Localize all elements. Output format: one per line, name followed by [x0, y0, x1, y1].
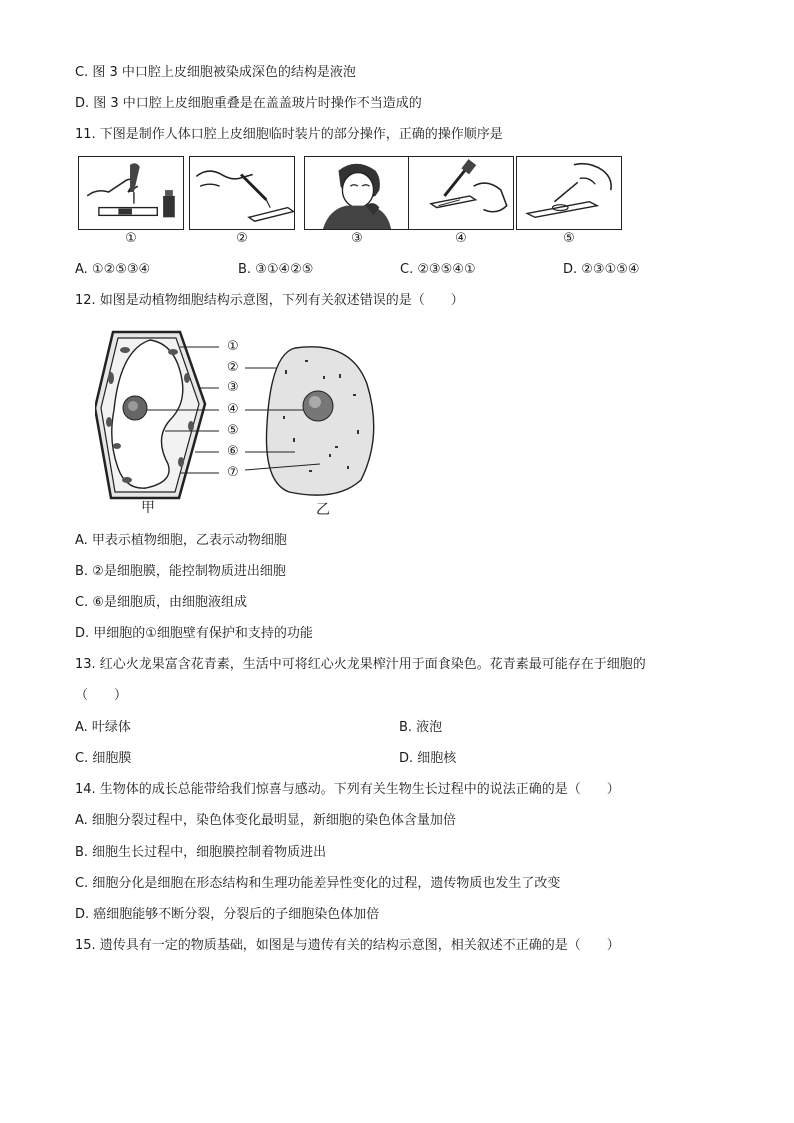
step-5-label: ⑤: [563, 231, 575, 246]
step-4-label: ④: [455, 231, 467, 246]
cell-label-3: ③: [227, 380, 239, 395]
q14-option-b[interactable]: B. 细胞生长过程中，细胞膜控制着物质进出: [75, 845, 327, 860]
q11-operation-images: [78, 156, 628, 246]
q13-option-b[interactable]: B. 液泡: [399, 720, 443, 735]
cell-label-5: ⑤: [227, 423, 239, 438]
q11-option-d[interactable]: D. ②③①⑤④: [563, 262, 640, 277]
q12-option-d[interactable]: D. 甲细胞的①细胞壁有保护和支持的功能: [75, 626, 313, 641]
cell-label-4: ④: [227, 402, 239, 417]
step-2-label: ②: [236, 231, 248, 246]
q10-option-d: D. 图 3 中口腔上皮细胞重叠是在盖盖玻片时操作不当造成的: [75, 96, 422, 111]
step-4-coverslip-image: [408, 156, 514, 230]
q11-option-a[interactable]: A. ①②⑤③④: [75, 262, 151, 277]
step-1-label: ①: [125, 231, 137, 246]
q10-option-c: C. 图 3 中口腔上皮细胞被染成深色的结构是液泡: [75, 65, 356, 80]
plant-cell-name: 甲: [141, 500, 155, 516]
q13-paren: （ ）: [75, 688, 128, 703]
step-5-needle-image: [516, 156, 622, 230]
cell-label-1: ①: [227, 339, 239, 354]
cell-label-2: ②: [227, 360, 239, 375]
step-1-stain-image: [78, 156, 184, 230]
q12-option-b[interactable]: B. ②是细胞膜，能控制物质进出细胞: [75, 564, 286, 579]
q14-option-d[interactable]: D. 癌细胞能够不断分裂，分裂后的子细胞染色体加倍: [75, 907, 380, 922]
q13-option-d[interactable]: D. 细胞核: [399, 751, 457, 766]
q14-option-a[interactable]: A. 细胞分裂过程中，染色体变化最明显，新细胞的染色体含量加倍: [75, 813, 456, 828]
q12-stem: 12. 如图是动植物细胞结构示意图，下列有关叙述错误的是（ ）: [75, 293, 464, 308]
cell-label-6: ⑥: [227, 444, 239, 459]
cell-diagram: [95, 330, 385, 520]
q14-option-c[interactable]: C. 细胞分化是细胞在形态结构和生理功能差异性变化的过程，遗传物质也发生了改变: [75, 876, 561, 891]
step-3-label: ③: [351, 231, 363, 246]
q13-stem: 13. 红心火龙果富含花青素，生活中可将红心火龙果榨汁用于面食染色。花青素最可能存在于细胞的: [75, 657, 646, 672]
q12-option-c[interactable]: C. ⑥是细胞质，由细胞液组成: [75, 595, 247, 610]
step-2-drop-image: [189, 156, 295, 230]
step-3-scrape-image: [304, 156, 410, 230]
animal-cell-name: 乙: [316, 502, 330, 518]
q13-option-c[interactable]: C. 细胞膜: [75, 751, 132, 766]
q14-stem: 14. 生物体的成长总能带给我们惊喜与感动。下列有关生物生长过程中的说法正确的是（ ）: [75, 782, 620, 797]
q15-stem: 15. 遗传具有一定的物质基础，如图是与遗传有关的结构示意图，相关叙述不正确的是（ ）: [75, 938, 620, 953]
q12-option-a[interactable]: A. 甲表示植物细胞，乙表示动物细胞: [75, 533, 287, 548]
q11-stem: 11. 下图是制作人体口腔上皮细胞临时装片的部分操作，正确的操作顺序是: [75, 127, 503, 142]
cell-label-7: ⑦: [227, 465, 239, 480]
q11-option-b[interactable]: B. ③①④②⑤: [238, 262, 314, 277]
q11-option-c[interactable]: C. ②③⑤④①: [400, 262, 476, 277]
q13-option-a[interactable]: A. 叶绿体: [75, 720, 131, 735]
